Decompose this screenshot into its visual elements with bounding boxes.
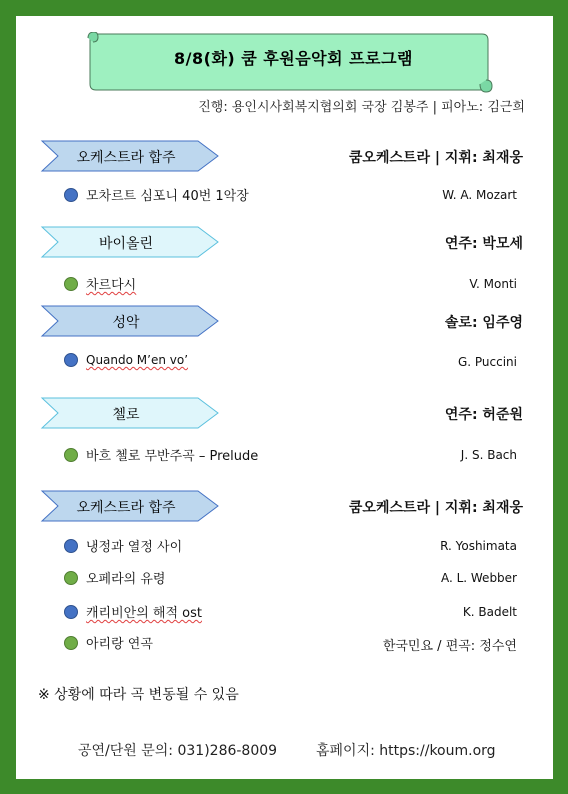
homepage-link[interactable]: 홈페이지: https://koum.org bbox=[316, 743, 496, 759]
program-item bbox=[64, 353, 188, 367]
host-line: 진행: 용인시사회복지협의회 국장 김봉주 | 피아노: 김근희 bbox=[198, 100, 525, 115]
contact-info: 공연/단원 문의: 031)286-8009 bbox=[78, 743, 278, 759]
change-notice: ※ 상황에 따라 곡 변동될 수 있음 bbox=[38, 687, 239, 703]
piece-title: 오페라의 유령 bbox=[86, 572, 166, 587]
section-performer: 연주: 허준원 bbox=[444, 407, 523, 423]
composer: A. L. Webber bbox=[440, 571, 517, 585]
composer: V. Monti bbox=[469, 277, 517, 291]
page-title: 8/8(화) 쿰 후원음악회 프로그램 bbox=[174, 49, 413, 68]
section-label: 오케스트라 합주 bbox=[76, 500, 176, 516]
blue-bullet-icon bbox=[64, 539, 78, 553]
section-performer: 솔로: 임주영 bbox=[444, 315, 523, 331]
section-performer: 쿰오케스트라 | 지휘: 최재웅 bbox=[348, 500, 523, 516]
program-sheet bbox=[16, 16, 553, 779]
section-label: 오케스트라 합주 bbox=[76, 150, 176, 166]
program-item bbox=[64, 185, 249, 204]
composer: G. Puccini bbox=[457, 355, 517, 369]
program-item bbox=[64, 568, 165, 587]
section-label: 첼로 bbox=[112, 407, 140, 423]
green-bullet-icon bbox=[64, 636, 78, 650]
composer: K. Badelt bbox=[462, 605, 517, 619]
piece-title: 모차르트 심포니 40번 1악장 bbox=[86, 189, 249, 204]
piece-title: 차르다시 bbox=[86, 278, 137, 293]
section-performer: 연주: 박모세 bbox=[444, 236, 523, 252]
piece-title: 냉정과 열정 사이 bbox=[86, 540, 183, 555]
program-item bbox=[64, 445, 258, 464]
green-bullet-icon bbox=[64, 571, 78, 585]
green-bullet-icon bbox=[64, 277, 78, 291]
piece-title: 아리랑 연곡 bbox=[86, 637, 153, 652]
blue-bullet-icon bbox=[64, 353, 78, 367]
blue-bullet-icon bbox=[64, 605, 78, 619]
section-performer: 쿰오케스트라 | 지휘: 최재웅 bbox=[348, 150, 523, 166]
piece-title: Quando M’en vo’ bbox=[86, 353, 189, 367]
section-label: 바이올린 bbox=[98, 236, 154, 252]
green-bullet-icon bbox=[64, 448, 78, 462]
section-label: 성악 bbox=[112, 315, 140, 331]
composer: R. Yoshimata bbox=[440, 539, 517, 553]
program-item bbox=[64, 274, 136, 293]
program-item bbox=[64, 633, 153, 652]
composer: W. A. Mozart bbox=[442, 188, 517, 202]
blue-bullet-icon bbox=[64, 188, 78, 202]
composer: 한국민요 / 편곡: 정수연 bbox=[382, 639, 517, 654]
piece-title: 캐리비안의 해적 ost bbox=[86, 606, 202, 621]
program-item bbox=[64, 602, 202, 621]
program-item bbox=[64, 536, 182, 555]
composer: J. S. Bach bbox=[460, 448, 517, 462]
piece-title: 바흐 첼로 무반주곡 – Prelude bbox=[86, 449, 259, 464]
